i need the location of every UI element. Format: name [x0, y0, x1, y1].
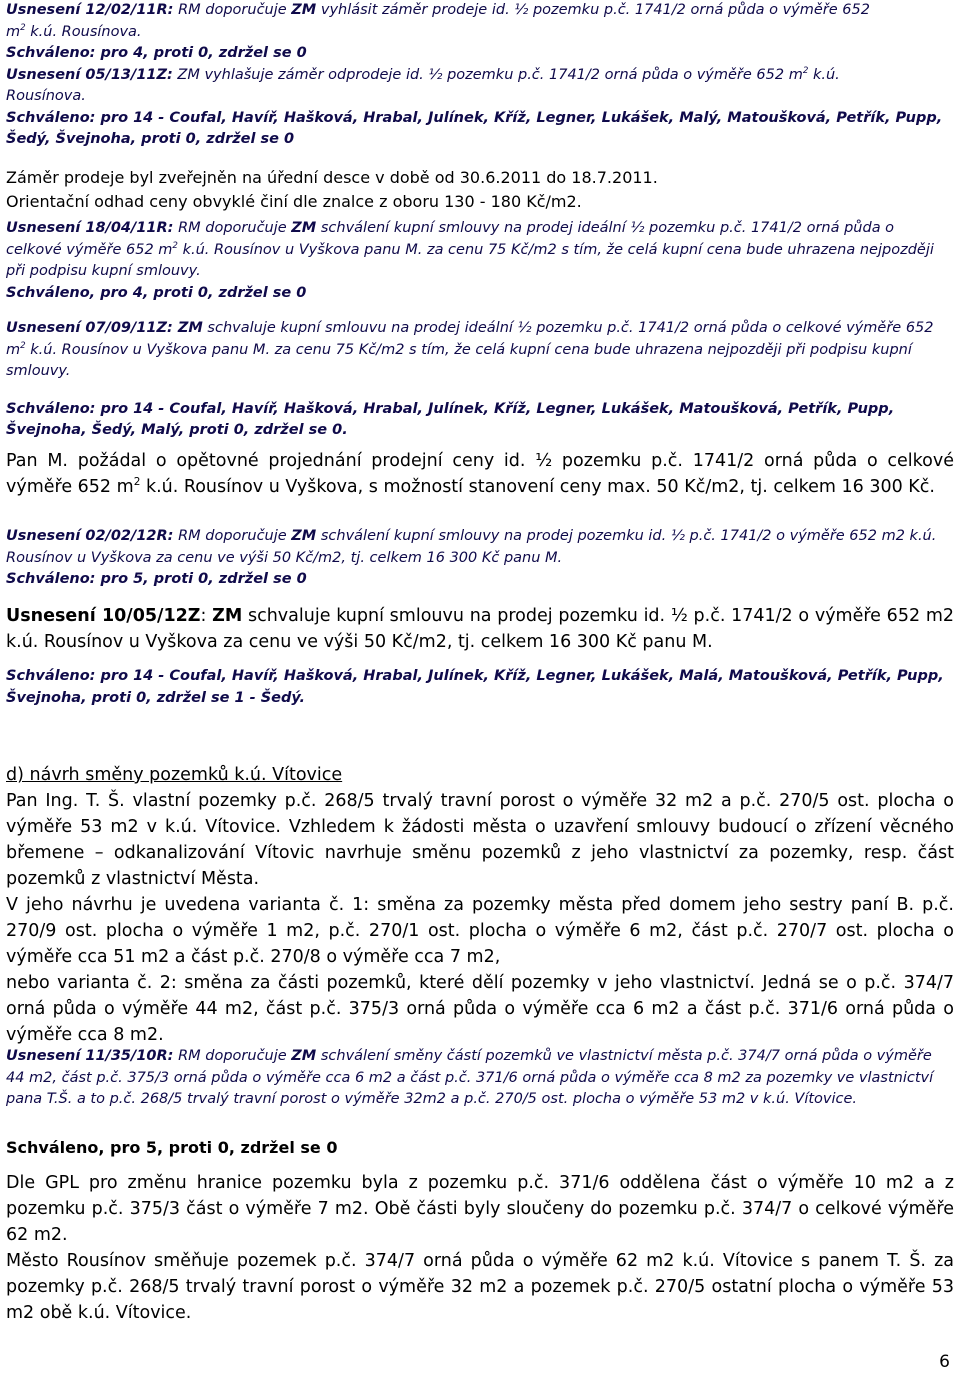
resolution-text: k.ú. Rousínov u Vyškova panu M. za cenu 75 Kč/m2 s tím, že celá kupní cena bude uhrazena nejpozději při podpisu kupní smlouvy.	[6, 341, 912, 379]
unit-sup: 2	[133, 476, 141, 489]
resolution-text: RM doporučuje	[173, 1048, 292, 1064]
paragraph-text: k.ú. Rousínov u Vyškova, s možností stanovení ceny max. 50 Kč/m2, tj. celkem 16 300 Kč.	[140, 477, 935, 497]
separator: :	[200, 606, 213, 626]
resolution-label: Usnesení 02/02/12R:	[6, 528, 174, 544]
resolution-text: RM doporučuje	[173, 2, 292, 18]
zm-abbrev: ZM	[172, 320, 203, 336]
vote-line: Schváleno: pro 14 - Coufal, Havíř, Hašková, Hrabal, Julínek, Kříž, Legner, Lukášek, Matoušková, Petřík, Pupp, Švejnoha, Šedý, Malý, proti 0, zdržel se 0.	[6, 400, 895, 438]
resolution-11-35-10R	[6, 1046, 954, 1111]
resolution-text: schválení kupní smlouvy na prodej ideální ½ pozemku p.č. 1741/2 orná půda o celkové výměře 652	[6, 220, 895, 258]
unit-sup: 2	[802, 65, 809, 76]
unit-m: m	[788, 66, 803, 83]
resolution-text: schvaluje kupní smlouvu na prodej ideální ½ pozemku p.č. 1741/2 orná půda o celkové výměře 652	[202, 320, 934, 336]
price-estimate-text: Orientační odhad ceny obvyklé činí dle znalce z oboru 130 - 180 Kč/m2.	[6, 192, 582, 211]
publication-text: Záměr prodeje byl zveřejněn na úřední desce v době od 30.6.2011 do 18.7.2011.	[6, 168, 658, 187]
approval-line: Schváleno, pro 5, proti 0, zdržel se 0	[6, 1138, 338, 1157]
unit-sup: 2	[20, 22, 26, 33]
approval-line: Schváleno, pro 4, proti 0, zdržel se 0	[6, 284, 307, 301]
unit-m: m	[158, 241, 173, 258]
zm-abbrev: ZM	[291, 528, 317, 544]
publication-info	[6, 166, 954, 214]
paragraph-text: V jeho návrhu je uvedena varianta č. 1: směna za pozemky města před domem jeho sestry paní B. p.č. 270/9 ost. plocha o výměře 1 m2, p.č. 270/1 ost. plocha o výměře 6 m2, část p.č. 270/7 ost. plocha o výměře cca 51 m2 a část p.č. 270/8 o výměře cca 7 m2,	[6, 895, 954, 967]
resolution-label: Usnesení 05/13/11Z:	[6, 66, 173, 83]
resolution-02-02-12R	[6, 526, 954, 591]
unit-sup: 2	[20, 340, 26, 351]
gpl-section	[6, 1170, 954, 1326]
zm-abbrev: ZM	[212, 606, 243, 626]
vote-line: Schváleno: pro 14 - Coufal, Havíř, Hašková, Hrabal, Julínek, Kříž, Legner, Lukášek, Malá, Matoušková, Petřík, Pupp, Švejnoha, proti 0, zdržel se 1 - Šedý.	[6, 668, 944, 706]
page-number: 6	[939, 1352, 950, 1372]
resolution-text: RM doporučuje	[173, 528, 292, 544]
resolution-text: RM doporučuje	[173, 220, 292, 236]
resolution-label: Usnesení 10/05/12Z	[6, 606, 201, 626]
paragraph-text: Pan Ing. T. Š. vlastní pozemky p.č. 268/5 trvalý travní porost o výměře 32 m2 a p.č. 270/5 ost. plocha o výměře 53 m2 v k.ú. Vítovice. Vzhledem k žádosti města o uzavření smlouvy budoucí o zřízení věcného břemene – odkanalizování Vítovic navrhuje směnu pozemků z jeho vlastnictví za pozemky, resp. část pozemků z vlastnictví Města.	[6, 791, 954, 889]
section-heading: d) návrh směny pozemků k.ú. Vítovice	[6, 765, 343, 785]
resolution-07-09-11Z	[6, 318, 954, 442]
resolution-12-02-11R	[6, 0, 954, 151]
paragraph-text: Pan M. požádal o opětovné projednání prodejní ceny id. ½ pozemku p.č. 1741/2 orná půda o celkové výměře 652 m	[6, 451, 954, 497]
resolution-label: Usnesení 07/09/11Z:	[6, 320, 173, 336]
resolution-text: k.ú. Rousínov u Vyškova panu M. za cenu 75 Kč/m2 s tím, že celá kupní cena bude uhrazena nejpozději při podpisu kupní smlouvy.	[6, 241, 934, 279]
resolution-label: Usnesení 11/35/10R:	[6, 1048, 174, 1064]
unit-sup: 2	[172, 240, 178, 251]
unit-m: m	[6, 341, 21, 358]
price-request-paragraph	[6, 448, 954, 500]
resolution-text: ZM vyhlašuje záměr odprodeje id. ½ pozemku p.č. 1741/2 orná půda o výměře 652	[172, 66, 785, 83]
resolution-18-04-11R	[6, 218, 954, 304]
resolution-text: schvaluje kupní smlouvu na prodej pozemku id. ½ p.č. 1741/2 o výměře 652 m2 k.ú. Rousínov u Vyškova za cenu ve výši 50 Kč/m2, tj. celkem 16 300 Kč panu M.	[6, 606, 954, 652]
resolution-text: schválení směny částí pozemků ve vlastnictví města p.č. 374/7 orná půda o výměře 44 m2, část p.č. 375/3 orná půda o výměře cca 6 m2 a část p.č. 371/6 orná půda o výměře cca 8 m2 za pozemky ve vlastnictví pana T.Š. a to p.č. 268/5 trvalý travní porost o výměře 32m2 a p.č. 270/5 ost. plocha o výměře 53 m2 v k.ú. Vítovice.	[6, 1048, 934, 1107]
zm-abbrev: ZM	[291, 2, 317, 18]
resolution-text: schválení kupní smlouvy na prodej pozemku id. ½ p.č. 1741/2 o výměře 652 m2 k.ú. Rousínov u Vyškova za cenu ve výši 50 Kč/m2, tj. celkem 16 300 Kč panu M.	[6, 528, 937, 566]
vote-line: Schváleno: pro 14 - Coufal, Havíř, Hašková, Hrabal, Julínek, Kříž, Legner, Lukášek, Malý, Matoušková, Petřík, Pupp, Šedý, Švejnoha, proti 0, zdržel se 0	[6, 109, 943, 147]
resolution-text: k.ú. Rousínova.	[30, 23, 142, 40]
resolution-text: Rousínova.	[6, 88, 86, 104]
exchange-section	[6, 762, 954, 1048]
resolution-label: Usnesení 12/02/11R:	[6, 2, 174, 18]
unit-m: m	[6, 23, 21, 40]
resolution-text: vyhlásit záměr prodeje id. ½ pozemku p.č. 1741/2 orná půda o výměře 652	[316, 2, 870, 18]
zm-abbrev: ZM	[291, 1048, 317, 1064]
zm-abbrev: ZM	[291, 220, 317, 236]
paragraph-text: Dle GPL pro změnu hranice pozemku byla z pozemku p.č. 371/6 oddělena část o výměře 10 m2 a z pozemku p.č. 375/3 část o výměře 7 m2. Obě části byly sloučeny do pozemku p.č. 374/7 o celkové výměře 62 m2.	[6, 1173, 954, 1245]
approval-line: Schváleno: pro 4, proti 0, zdržel se 0	[6, 45, 307, 61]
paragraph-text: Město Rousínov směňuje pozemek p.č. 374/7 orná půda o výměře 62 m2 k.ú. Vítovice s panem T. Š. za pozemky p.č. 268/5 trvalý travní porost o výměře 32 m2 a pozemek p.č. 270/5 ostatní plocha o výměře 53 m2 obě k.ú. Vítovice.	[6, 1251, 954, 1323]
paragraph-text: nebo varianta č. 2: směna za části pozemků, které dělí pozemky v jeho vlastnictví. Jedná se o p.č. 374/7 orná půda o výměře 44 m2, část p.č. 375/3 orná půda o výměře cca 6 m2 a část p.č. 371/6 orná půda o výměře cca 8 m2.	[6, 973, 954, 1045]
resolution-text: k.ú.	[812, 66, 840, 83]
approval-line: Schváleno: pro 5, proti 0, zdržel se 0	[6, 571, 307, 587]
resolution-10-05-12Z	[6, 603, 954, 655]
resolution-label: Usnesení 18/04/11R:	[6, 220, 174, 236]
